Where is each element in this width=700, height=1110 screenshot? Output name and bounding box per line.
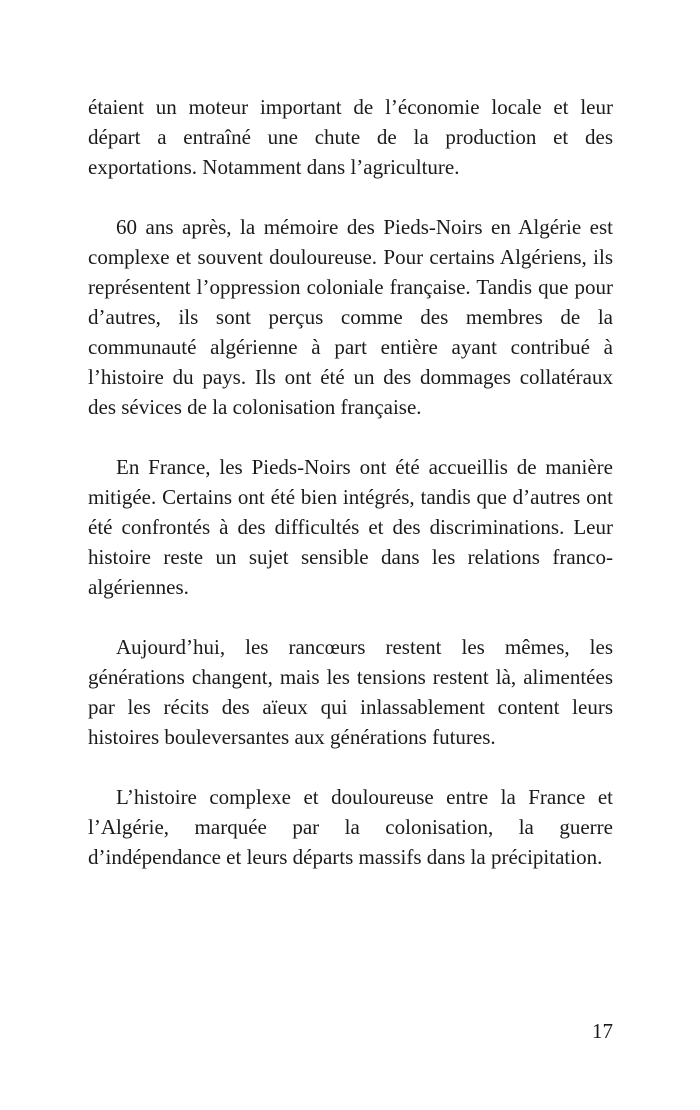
paragraph-history: L’histoire complexe et douloureuse entre la France et l’Algérie, marquée par la colonisation, la guerre d’indépendance et leurs départs massifs dans la précipitation. bbox=[88, 785, 613, 869]
paragraph-france: En France, les Pieds-Noirs ont été accueillis de manière mitigée. Certains ont été bien intégrés, tandis que d’autres ont été confrontés à des difficultés et des discriminations. Leur histoire reste un sujet sensible dans les relations franco-algériennes. bbox=[88, 455, 613, 599]
page-number: 17 bbox=[592, 1019, 613, 1043]
body-text bbox=[88, 92, 613, 902]
paragraph-continuation: étaient un moteur important de l’économie locale et leur départ a entraîné une chute de la production et des exportations. Notamment dans l’agriculture. bbox=[88, 95, 613, 179]
paragraph-memory: 60 ans après, la mémoire des Pieds-Noirs en Algérie est complexe et souvent douloureuse. Pour certains Algériens, ils représentent l’oppression coloniale française. Tandis que pour d’autres, ils sont perçus comme des membres de la communauté algérienne à part entière ayant contribué à l’histoire du pays. Ils ont été un des dommages collatéraux des sévices de la colonisation française. bbox=[88, 215, 613, 419]
paragraph-today: Aujourd’hui, les rancœurs restent les mêmes, les générations changent, mais les tensions restent là, alimentées par les récits des aïeux qui inlassablement content leurs histoires bouleversantes aux générations futures. bbox=[88, 635, 613, 749]
